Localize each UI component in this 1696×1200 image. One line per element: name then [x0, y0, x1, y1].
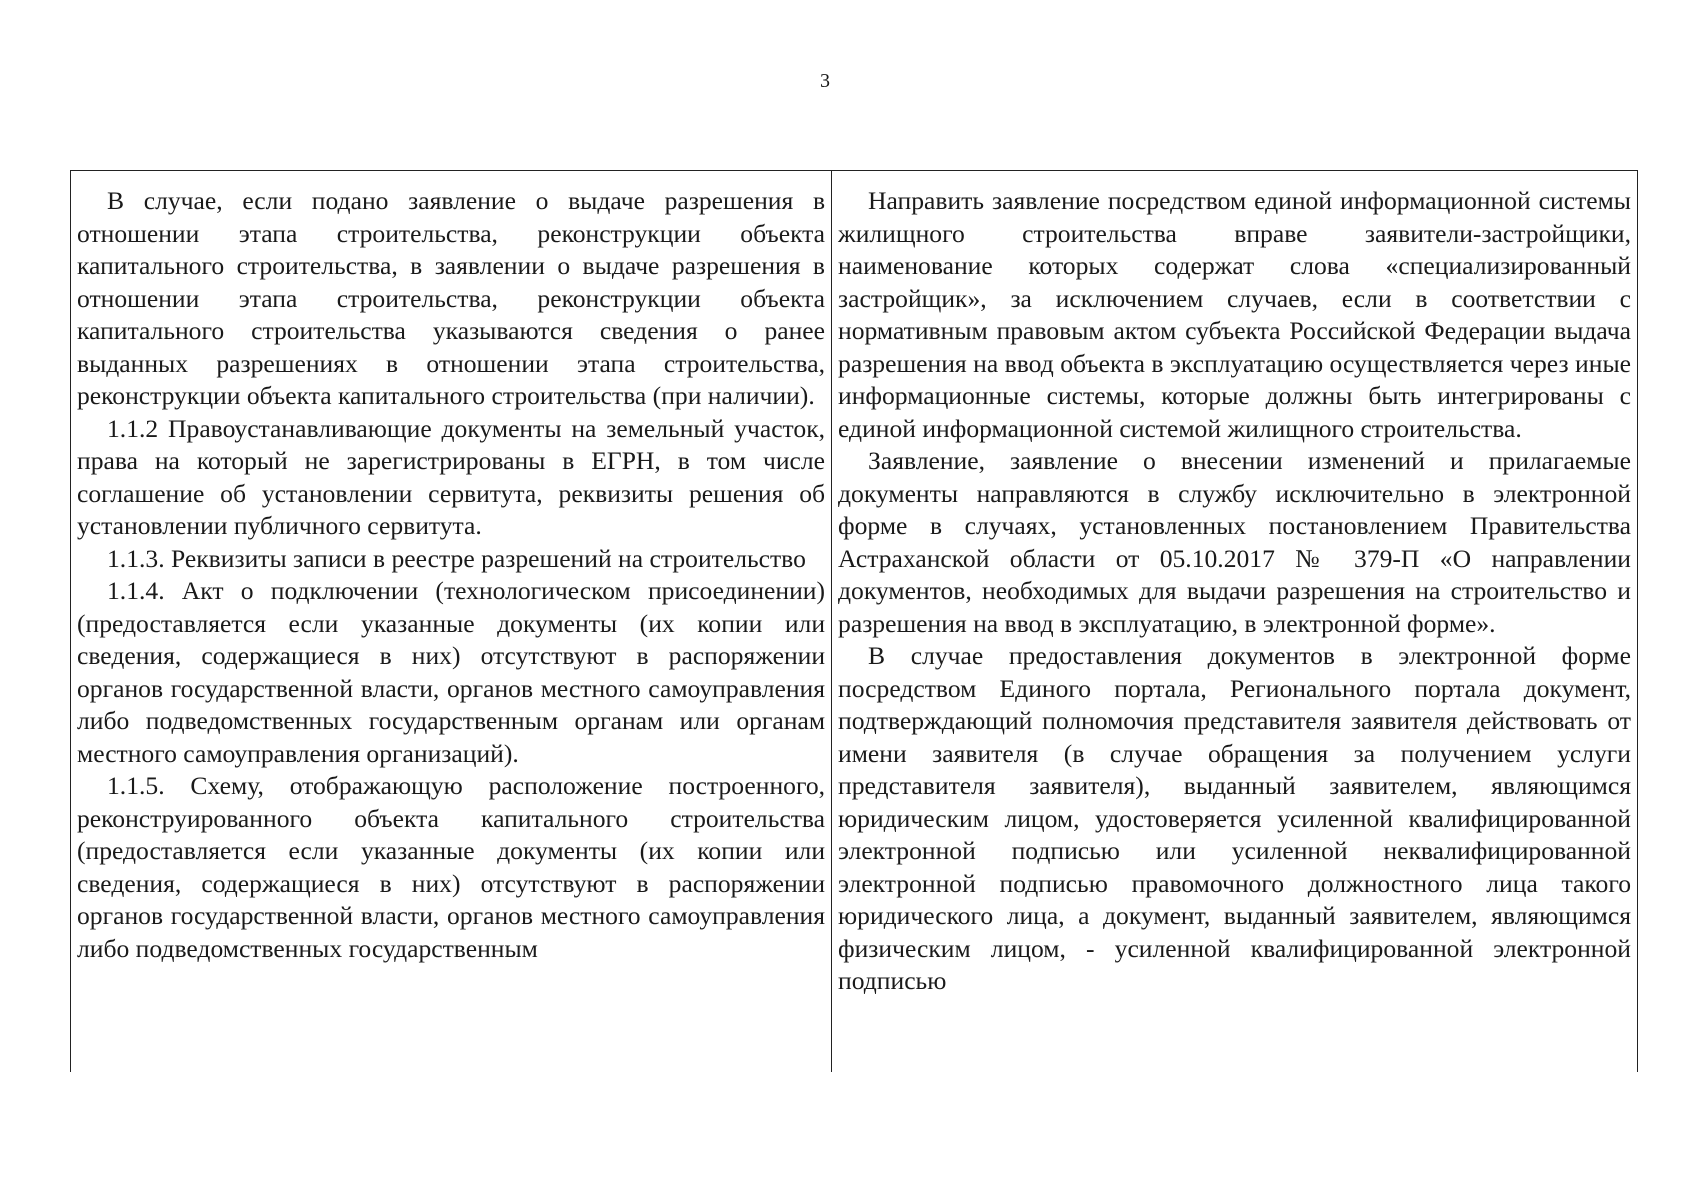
left-column — [71, 171, 832, 1072]
paragraph: 1.1.5. Схему, отображающую расположение построенного, реконструированного объекта капитального строительства (предоставляется если указанные документы (их копии или сведения, содержащиеся в них) отсутствуют в распоряжении органов государственной власти, органов местного самоуправления либо подведомственных государственным — [77, 771, 826, 963]
paragraph: В случае предоставления документов в электронной форме посредством Единого портала, Регионального портала документ, подтверждающий полномочия представителя заявителя действовать от имени заявителя (в случае обращения за получением услуги представителя заявителя), выданный заявителем, являющимся юридическим лицом, удостоверяется усиленной квалифицированной электронной подписью или усиленной неквалифицированной электронной подписью правомочного должностного лица такого юридического лица, а документ, выданный заявителем, являющимся физическим лицом, - усиленной квалифицированной электронной подписью — [838, 641, 1631, 995]
two-column-table — [70, 170, 1638, 1072]
paragraph: 1.1.4. Акт о подключении (технологическом присоединении) (предоставляется если указанные документы (их копии или сведения, содержащиеся в них) отсутствуют в распоряжении органов государственной власти, органов местного самоуправления либо подведомственных государственным органам или органам местного самоуправления организаций). — [77, 576, 826, 768]
paragraph: 1.1.2 Правоустанавливающие документы на земельный участок, права на который не зарегистрированы в ЕГРН, в том числе соглашение об установлении сервитута, реквизиты решения об установлении публичного сервитута. — [77, 413, 826, 540]
paragraph: Направить заявление посредством единой информационной системы жилищного строительства вправе заявители-застройщики, наименование которых содержат слова «специализированный застройщик», за исключением случаев, если в соответствии с нормативным правовым актом субъекта Российской Федерации выдача разрешения на ввод объекта в эксплуатацию осуществляется через иные информационные системы, которые должны быть интегрированы с единой информационной системой жилищного строительства. — [838, 186, 1631, 443]
right-column — [832, 171, 1637, 1072]
paragraph: В случае, если подано заявление о выдаче разрешения в отношении этапа строительства, реконструкции объекта капитального строительства, в заявлении о выдаче разрешения в отношении этапа строительства, реконструкции объекта капитального строительства указываются сведения о ранее выданных разрешениях в отношении этапа строительства, реконструкции объекта капитального строительства (при наличии). — [77, 186, 826, 410]
paragraph: Заявление, заявление о внесении изменений и прилагаемые документы направляются в службу исключительно в электронной форме в случаях, установленных постановлением Правительства Астраханской области от 05.10.2017 № 379-П «О направлении документов, необходимых для выдачи разрешения на строительство и разрешения на ввод в эксплуатацию, в электронной форме». — [838, 446, 1631, 638]
page-number: 3 — [820, 70, 830, 92]
paragraph: 1.1.3. Реквизиты записи в реестре разрешений на строительство — [107, 543, 806, 573]
